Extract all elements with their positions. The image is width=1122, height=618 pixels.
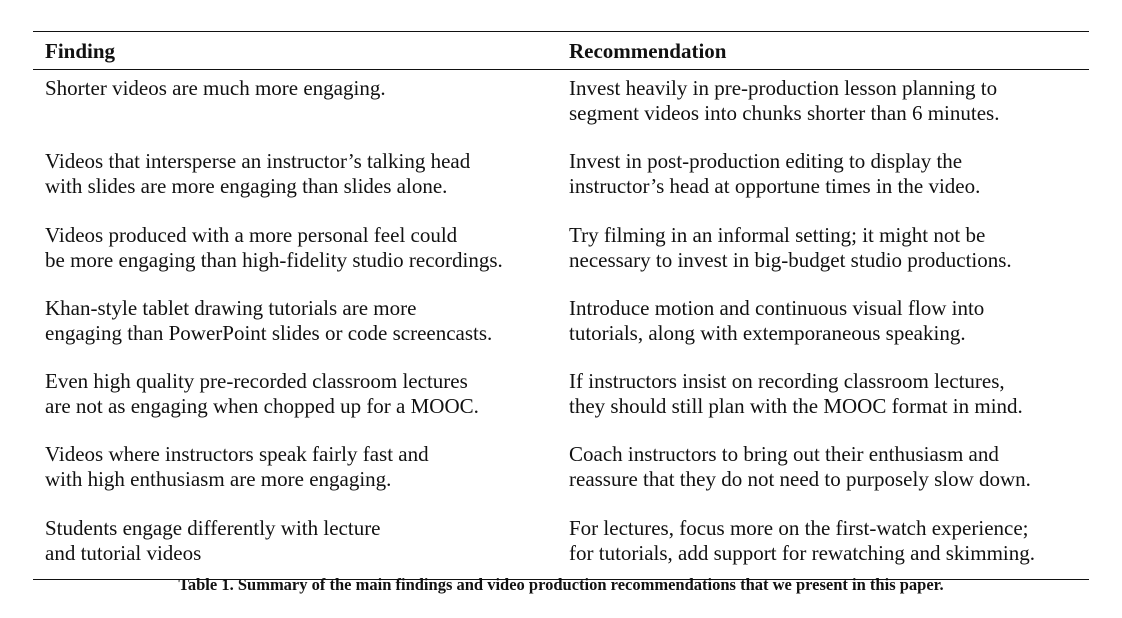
finding-cell: Videos where instructors speak fairly fast and with high enthusiasm are more engaging. — [45, 442, 429, 492]
recommendation-cell: For lectures, focus more on the first-watch experience; for tutorials, add support for rewatching and skimming. — [569, 515, 1035, 565]
finding-cell: Videos produced with a more personal feel could be more engaging than high-fidelity studio recordings. — [45, 222, 503, 272]
recommendation-cell: Introduce motion and continuous visual flow into tutorials, along with extemporaneous speaking. — [569, 295, 985, 345]
finding-cell: Khan-style tablet drawing tutorials are more engaging than PowerPoint slides or code screencasts. — [45, 295, 493, 345]
finding-cell: Videos that intersperse an instructor’s talking head with slides are more engaging than slides alone. — [45, 149, 471, 199]
table-row — [33, 149, 1089, 222]
table-body — [33, 70, 1089, 579]
table-row — [33, 516, 1089, 576]
recommendation-cell: Invest heavily in pre-production lesson planning to segment videos into chunks shorter than 6 minutes. — [569, 76, 1000, 125]
table-header-row — [33, 32, 1089, 69]
recommendation-cell: Invest in post-production editing to display the instructor’s head at opportune times in the video. — [569, 149, 981, 199]
header-finding: Finding — [45, 38, 116, 63]
table-row — [33, 296, 1089, 369]
table-row — [33, 442, 1089, 515]
header-recommendation: Recommendation — [569, 38, 727, 63]
recommendation-cell: If instructors insist on recording classroom lectures, they should still plan with the MOOC format in mind. — [569, 369, 1023, 419]
recommendation-cell: Coach instructors to bring out their enthusiasm and reassure that they do not need to purposely slow down. — [569, 442, 1031, 492]
finding-cell: Shorter videos are much more engaging. — [45, 76, 386, 100]
table-row — [33, 76, 1089, 149]
recommendation-cell: Try filming in an informal setting; it might not be necessary to invest in big-budget studio productions. — [569, 222, 1012, 272]
table-row — [33, 223, 1089, 296]
table-row — [33, 369, 1089, 442]
finding-cell: Even high quality pre-recorded classroom lectures are not as engaging when chopped up for a MOOC. — [45, 369, 479, 419]
table-caption: Table 1. Summary of the main findings and video production recommendations that we present in this paper. — [178, 575, 944, 594]
finding-cell: Students engage differently with lecture and tutorial videos — [45, 515, 381, 565]
findings-table — [33, 31, 1089, 580]
